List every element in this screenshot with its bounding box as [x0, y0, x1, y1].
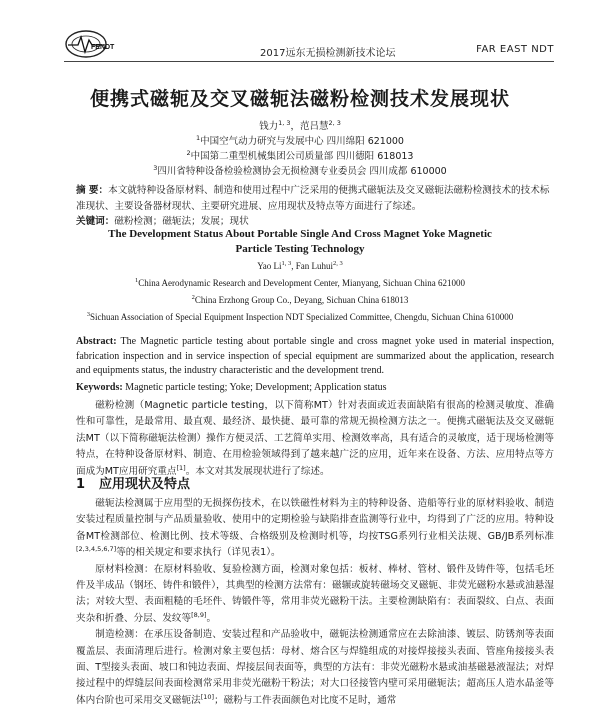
- keywords-en: [76, 380, 554, 396]
- citation[interactable]: [8,9]: [191, 610, 207, 619]
- s1-paragraph-1: 磁轭法检测属于应用型的无损探伤技术，在以铁磁性材料为主的特种设备、造船等行业的原材料验收、制造安装过程质量控制与产品质量验收、使用中的定期检验与缺陷排查监测等行业中，均得到了广泛的应用。特种设备MT检测部位、检测比例、技术等级、合格级别及检测时机等，均按TSG系列行业相关法规、GB/JB系列标准[2,3,4,5,6,7]等的相关规定和要求执行（详见表1）。: [76, 498, 554, 559]
- author-zh-2: 范吕慧: [300, 121, 329, 132]
- s1-paragraph-2: 原材料检测：在原材料验收、复验检测方面，检测对象包括：板材、棒材、管材、锻件及铸件等，包括毛坯件及半成品（钢坯、铸件和锻件），其典型的检测方法常有：磁辗或旋转磁场交叉磁轭、非荧光磁粉水悬或油悬湿法；对较大型、表面粗糙的毛坯件、铸锻件等，常用非荧光磁粉干法。主要检测缺陷有：表面裂纹、白点、表面夹杂和折叠、分层、发纹等[8,9]。: [76, 563, 554, 624]
- keywords-en-text: Magnetic particle testing; Yoke; Development; Application status: [125, 382, 387, 393]
- abstract-zh-label: 摘 要：: [76, 185, 109, 196]
- keywords-zh-label: 关键词：: [76, 216, 115, 227]
- affiliation-en-3: $^3$Sichuan Association of Special Equipment Inspection NDT Specialized Committee, Chengdu, Sichuan China 610000: [86, 311, 514, 322]
- abstract-en: [76, 335, 554, 379]
- affiliation-zh-2: $^2$中国第二重型机械集团公司质量部 四川德阳 618013: [186, 148, 414, 162]
- forum-title: 2017远东无损检测新技术论坛: [260, 48, 396, 59]
- logo-text: FENDT: [91, 44, 115, 51]
- running-header: [64, 28, 554, 62]
- section-heading-1: 1 应用现状及特点: [76, 477, 191, 492]
- section-1-body: [76, 496, 554, 709]
- keywords-en-label: Keywords:: [76, 382, 123, 393]
- affiliation-en-2: $^2$China Erzhong Group Co., Deyang, Sichuan China 618013: [191, 294, 409, 305]
- s1-paragraph-3: 制造检测：在承压设备制造、安装过程和产品验收中，磁轭法检测通常应在去除油漆、镀层、防锈剂等表面覆盖层、表面清理后进行。检测对象主要包括：母材、熔合区与焊缝组成的对接焊接接头表面、管座角接接头表面、T型接头表面、坡口和钝边表面、焊接层间表面等，典型的方法有：非荧光磁粉水悬或油基磁悬液湿法；对焊接过程中的焊缝层间表面检测常采用非荧光磁粉干粉法；对大口径接管内壁可采用磁轭法；超高压人造水晶釜等体内台阶也可采用交叉磁轭法[10]；磁粉与工件表面颜色对比度不足时，通常: [76, 629, 554, 706]
- abstract-en-text: The Magnetic particle testing about portable single and cross magnet yoke used in material inspection, fabrication inspection and in service inspection of special equipment are summarized about the application, research and equipments status, the industry characteristic and the development trend.: [76, 336, 554, 376]
- author-zh-1: 钱力: [259, 121, 279, 132]
- intro-paragraph: 磁粉检测（Magnetic particle testing，以下简称MT）针对表面或近表面缺陷有很高的检测灵敏度、准确性和可靠性，是最常用、最直观、最经济、最快捷、最可靠的常规无损检测方法之一。便携式磁轭法及交叉磁轭法MT（以下简称磁轭法检测）操作方便灵活、工艺简单实用、检测效率高，具有适合的灵敏度，适于现场检测等特点，在特种设备原材料、制造、在用检验领域得到了越来越广泛的应用，近年来在设备、方法、应用特点等方面成为MT应用研究重点[1]。本文对其发展现状进行了综述。: [76, 400, 554, 477]
- brand-name: FAR EAST NDT: [476, 44, 554, 55]
- abstract-zh: [76, 183, 554, 214]
- header-rule: [64, 61, 554, 62]
- affiliation-zh-1: $^1$中国空气动力研究与发展中心 四川绵阳 621000: [196, 133, 404, 147]
- abstract-en-label: Abstract:: [76, 336, 117, 347]
- abstract-zh-text: 本文就特种设备原材料、制造和使用过程中广泛采用的便携式磁轭法及交叉磁轭法磁粉检测技术的技术标准现状、主要设备器材现状、主要研究进展、应用现状及特点等方面进行了综述。: [76, 185, 550, 212]
- authors-zh: 钱力$^{1, 3}$，范吕慧$^{2, 3}$: [259, 118, 341, 132]
- citation[interactable]: [1]: [176, 463, 186, 472]
- fendt-logo: [64, 28, 122, 60]
- title-zh: 便携式磁轭及交叉磁轭法磁粉检测技术发展现状: [89, 88, 510, 110]
- citation[interactable]: [10]: [200, 692, 215, 701]
- author-en-2: Fan Luhui: [295, 261, 334, 271]
- authors-en: Yao Li$^{1, 3}$, Fan Luhui$^{2, 3}$: [257, 260, 343, 271]
- citation[interactable]: [2,3,4,5,6,7]: [76, 545, 117, 554]
- affiliation-en-1: $^1$China Aerodynamic Research and Development Center, Mianyang, Sichuan China 621000: [134, 277, 466, 288]
- author-en-1: Yao Li: [257, 261, 282, 271]
- title-en: The Development Status About Portable Single And Cross Magnet Yoke Magnetic Particle Testing Technology: [108, 228, 492, 255]
- keywords-zh-text: 磁粉检测；磁轭法；发展；现状: [114, 216, 249, 227]
- affiliation-zh-3: $^3$四川省特种设备检验检测协会无损检测专业委员会 四川成都 610000: [153, 163, 447, 177]
